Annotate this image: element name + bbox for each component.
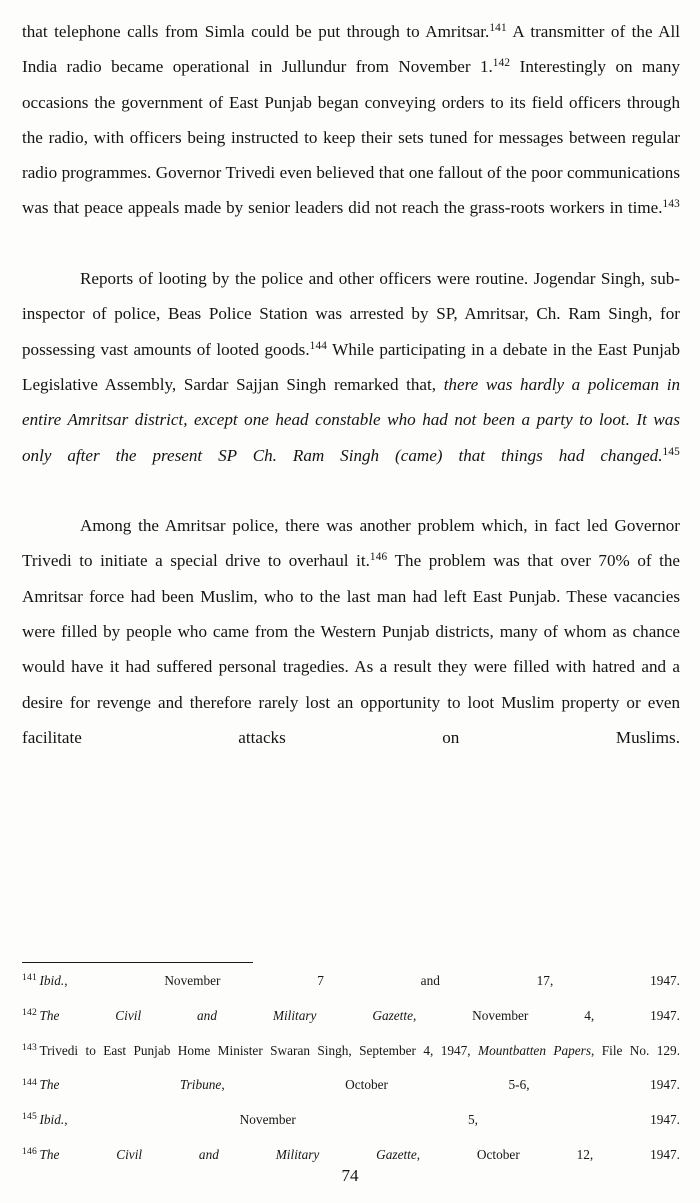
text-run: that telephone calls from Simla could be put through to Amritsar. bbox=[22, 22, 490, 41]
italic-text-run: Ibid. bbox=[39, 973, 65, 988]
body-paragraph bbox=[22, 14, 680, 261]
page-number: 74 bbox=[341, 1166, 359, 1185]
text-run: While participating in a debate in the East Punjab Legislative Assembly, Sardar Sajjan Singh remarked that, bbox=[22, 339, 681, 394]
text-run: , October 5-6, 1947. bbox=[221, 1077, 680, 1093]
footnote-number: 146 bbox=[22, 1146, 37, 1158]
footnote-item bbox=[22, 972, 680, 1007]
footnote-section bbox=[22, 962, 680, 1181]
body-paragraph bbox=[22, 261, 680, 508]
italic-text-run: Mountbatten Papers bbox=[478, 1042, 592, 1058]
footnote-reference-marker: 145 bbox=[662, 445, 680, 458]
footnote-reference-marker: 146 bbox=[369, 551, 388, 564]
text-run: A transmitter of the All India radio became operational in Jullundur from November 1. bbox=[22, 22, 680, 77]
italic-text-run: Ibid. bbox=[39, 1112, 65, 1128]
page-body-text bbox=[22, 14, 680, 791]
text-run: Trivedi to East Punjab Home Minister Swaran Singh, September 4, 1947, bbox=[39, 1042, 479, 1058]
footnote-number: 144 bbox=[22, 1076, 37, 1088]
footnote-item bbox=[22, 1111, 680, 1146]
footnote-item bbox=[22, 1076, 680, 1111]
italic-text-run: The Civil and Military Gazette bbox=[39, 1147, 417, 1163]
footnote-separator-rule bbox=[22, 962, 253, 963]
text-run: The problem was that over 70% of the Amritsar force had been Muslim, who to the last man had left East Punjab. These vacancies were filled by people who came from the Western Punjab districts, many of whom as chance would have it had suffered personal tragedies. As a result they were filled with hatred and a desire for revenge and therefore rarely lost an opportunity to loot Muslim property or even facilitate attacks on Muslims. bbox=[22, 551, 680, 747]
italic-text-run: The Civil and Military Gazette bbox=[39, 1007, 413, 1023]
text-run: , November 5, 1947. bbox=[64, 1112, 680, 1128]
text-run: , File No. 129. bbox=[591, 1042, 681, 1058]
footnote-number: 142 bbox=[22, 1007, 37, 1019]
footnote-number: 143 bbox=[22, 1041, 37, 1053]
text-run: , November 7 and 17, 1947. bbox=[64, 973, 680, 988]
text-run: , November 4, 1947. bbox=[412, 1007, 680, 1023]
footnote-reference-marker: 143 bbox=[662, 198, 680, 211]
italic-text-run: there was hardly a policeman in entire Amritsar district, except one head constable who had not been a party to loot. It was only after the present SP Ch. Ram Singh (came) that things had changed. bbox=[22, 374, 681, 465]
footnote-reference-marker: 144 bbox=[309, 339, 328, 352]
text-run: , October 12, 1947. bbox=[416, 1147, 680, 1163]
footnote-list bbox=[22, 972, 680, 1181]
footnote-reference-marker: 141 bbox=[489, 22, 507, 35]
body-paragraph bbox=[22, 508, 680, 790]
text-run: Among the Amritsar police, there was another problem which, in fact led Governor Trivedi to initiate a special drive to overhaul it. bbox=[22, 516, 680, 571]
footnote-number: 145 bbox=[22, 1111, 37, 1123]
footnote-reference-marker: 142 bbox=[492, 57, 511, 70]
footnote-item bbox=[22, 1042, 680, 1077]
footnote-item bbox=[22, 1007, 680, 1042]
footnote-number: 141 bbox=[22, 972, 37, 984]
italic-text-run: The Tribune bbox=[39, 1077, 222, 1093]
text-run: Interestingly on many occasions the government of East Punjab began conveying orders to its field officers through the radio, with officers being instructed to keep their sets tuned for messages between regular radio programmes. Governor Trivedi even believed that one fallout of the poor communications was that peace appeals made by senior leaders did not reach the grass-roots workers in time. bbox=[22, 57, 680, 218]
text-run: Reports of looting by the police and other officers were routine. Jogendar Singh, sub-inspector of police, Beas Police Station was arrested by SP, Amritsar, Ch. Ram Singh, for possessing vast amounts of looted goods. bbox=[22, 269, 680, 359]
